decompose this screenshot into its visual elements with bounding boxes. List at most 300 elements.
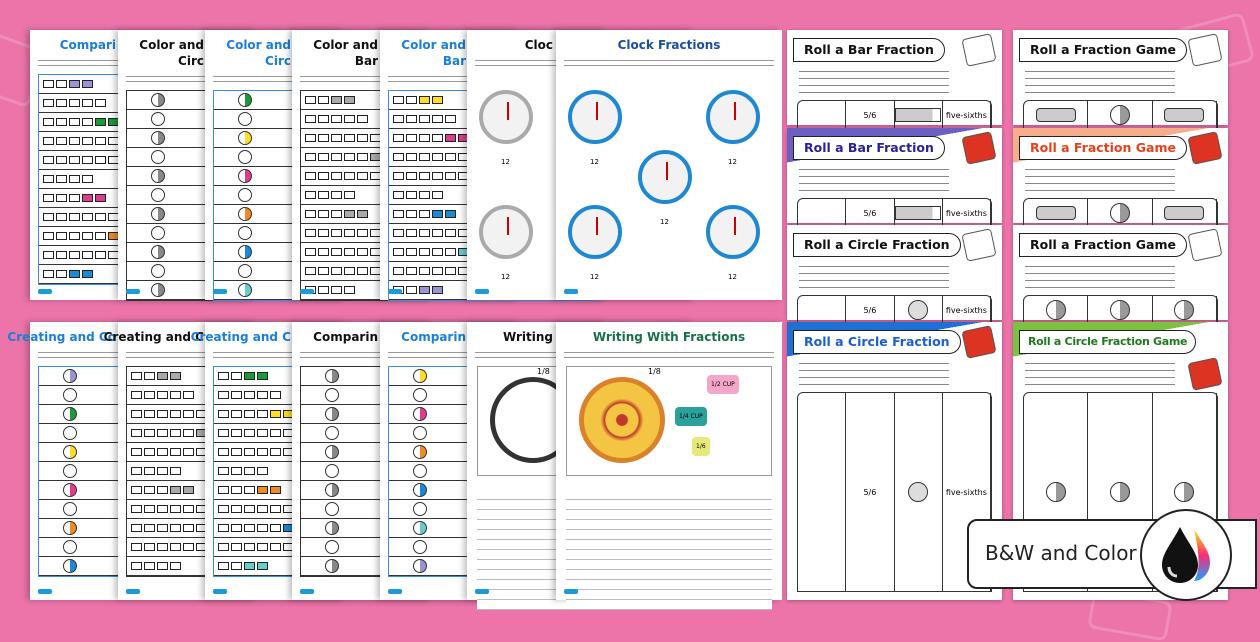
bar-segment [270, 448, 281, 456]
fraction-circle [63, 521, 77, 535]
worksheet-directions [564, 350, 774, 362]
bar-segment [56, 270, 67, 278]
fraction-circle [63, 388, 77, 402]
bar-segment [393, 115, 404, 123]
bar-segment [305, 210, 316, 218]
bar-segment [344, 248, 355, 256]
fraction-cell: 5/6 [846, 296, 894, 324]
fraction-circle [413, 540, 427, 554]
fraction-circle [151, 150, 165, 164]
publisher-logo [38, 589, 52, 594]
fraction-circle [63, 407, 77, 421]
publisher-logo [564, 589, 578, 594]
bar-segment [344, 229, 355, 237]
fraction-circle [325, 464, 339, 478]
worksheet-title-text: Color and [139, 38, 204, 52]
bar-segment [43, 270, 54, 278]
bar-segment [445, 267, 456, 275]
bar-segment [231, 410, 242, 418]
bar-segment [131, 372, 142, 380]
bar-segment [131, 486, 142, 494]
fraction-circle [325, 445, 339, 459]
fraction-circle [151, 264, 165, 278]
bar-segment [257, 467, 268, 475]
bar-segment [419, 172, 430, 180]
clock-face [479, 90, 533, 144]
worksheet-title [205, 38, 291, 52]
bar-segment [357, 229, 368, 237]
shaded-cell [895, 101, 943, 129]
game-cell [1024, 199, 1088, 227]
bar-segment [305, 153, 316, 161]
bar-segment [183, 391, 194, 399]
bar-segment [244, 486, 255, 494]
bar-segment [270, 429, 281, 437]
bar-segment [244, 524, 255, 532]
bar-segment [144, 391, 155, 399]
clock-caption: 12 [501, 273, 510, 281]
bar-segment [157, 505, 168, 513]
worksheet-title-text: Color and [401, 38, 466, 52]
bar-segment [69, 118, 80, 126]
bar-segment [218, 467, 229, 475]
fraction-circle [151, 207, 165, 221]
bar-segment [82, 270, 93, 278]
worksheet-subtitle: Circ [265, 54, 291, 68]
publisher-logo [475, 289, 489, 294]
worksheet-title-text: Creating and C [103, 330, 204, 344]
bar-segment [56, 118, 67, 126]
fraction-circle [413, 426, 427, 440]
bar-segment [82, 251, 93, 259]
bar-segment [170, 562, 181, 570]
worksheet-title-text: Comparin [401, 330, 466, 344]
fraction-circle [238, 150, 252, 164]
bar-segment [56, 175, 67, 183]
bar-segment [69, 232, 80, 240]
fraction-circle [413, 407, 427, 421]
fraction-circle [413, 464, 427, 478]
bar-segment [56, 194, 67, 202]
measuring-item: 1/4 CUP [675, 407, 707, 426]
bar-segment [331, 229, 342, 237]
bar-segment [305, 115, 316, 123]
circle-model [1046, 482, 1066, 502]
bar-segment [419, 191, 430, 199]
bar-segment [432, 248, 443, 256]
worksheet-subtitle: Circ [178, 54, 204, 68]
game-cell [1088, 199, 1152, 227]
bar-segment [257, 524, 268, 532]
game-cell [1153, 101, 1217, 129]
circle-model [1110, 300, 1130, 320]
bar-segment [432, 153, 443, 161]
bar-segment [157, 448, 168, 456]
fraction-circle [413, 445, 427, 459]
bar-segment [270, 486, 281, 494]
bar-segment [305, 267, 316, 275]
bar-segment [131, 543, 142, 551]
bar-segment [445, 229, 456, 237]
bar-segment [82, 99, 93, 107]
bar-segment [82, 137, 93, 145]
bar-segment [432, 229, 443, 237]
example-row [797, 100, 992, 130]
bar-segment [95, 99, 106, 107]
worksheet-title [190, 330, 291, 344]
dice-icon [961, 325, 996, 359]
clock-face [479, 205, 533, 259]
bar-segment [95, 194, 106, 202]
bar-segment [419, 229, 430, 237]
bar-segment [56, 80, 67, 88]
bar-segment [43, 80, 54, 88]
fraction-circle [238, 169, 252, 183]
publisher-logo [213, 289, 227, 294]
bar-segment [131, 448, 142, 456]
dice-cell [798, 393, 846, 591]
bar-segment [419, 267, 430, 275]
circle-model [1110, 105, 1130, 125]
publisher-logo [126, 589, 140, 594]
bar-segment [144, 410, 155, 418]
bar-segment [69, 156, 80, 164]
shaded-cell [895, 296, 943, 324]
bar-segment [318, 248, 329, 256]
bar-segment [305, 191, 316, 199]
bar-segment [218, 505, 229, 513]
publisher-logo [38, 289, 52, 294]
dice-icon [1187, 131, 1222, 165]
fraction-cell: 5/6 [846, 393, 894, 591]
fraction-circle [63, 559, 77, 573]
bar-segment [69, 194, 80, 202]
bar-segment [218, 391, 229, 399]
bar-segment [393, 96, 404, 104]
slice-label: 1/8 [648, 367, 661, 376]
bar-segment [183, 410, 194, 418]
bar-segment [170, 467, 181, 475]
clock-caption: 12 [728, 273, 737, 281]
fraction-circle [151, 169, 165, 183]
bar-segment [170, 448, 181, 456]
bar-segment [218, 524, 229, 532]
worksheet-page[interactable] [556, 322, 782, 600]
bar-segment [69, 175, 80, 183]
bar-segment [144, 429, 155, 437]
publisher-logo [475, 589, 489, 594]
bar-segment [318, 153, 329, 161]
worksheet-card[interactable] [787, 225, 1002, 320]
bar-segment [69, 137, 80, 145]
bar-segment [406, 115, 417, 123]
bar-segment [344, 172, 355, 180]
fraction-circle [151, 93, 165, 107]
bar-segment [445, 115, 456, 123]
bar-segment [318, 96, 329, 104]
bar-segment [270, 410, 281, 418]
bar-segment [95, 251, 106, 259]
publisher-logo [564, 289, 578, 294]
example-row [797, 392, 992, 592]
bar-segment [318, 267, 329, 275]
bar-segment [357, 210, 368, 218]
bar-segment [419, 210, 430, 218]
bar-segment [231, 505, 242, 513]
bar-segment [144, 467, 155, 475]
card-title: Roll a Fraction Game [1019, 38, 1187, 62]
example-row [1023, 198, 1218, 228]
bar-segment [231, 543, 242, 551]
bar-segment [56, 232, 67, 240]
bar-segment [406, 191, 417, 199]
worksheet-card[interactable] [1013, 128, 1228, 223]
bar-segment [393, 172, 404, 180]
dice-cell [798, 199, 846, 227]
bar-segment [344, 134, 355, 142]
circle-model [908, 300, 928, 320]
bar-segment [157, 486, 168, 494]
bar-segment [231, 372, 242, 380]
dice-icon [1187, 33, 1222, 67]
publisher-logo [300, 589, 314, 594]
worksheet-page[interactable] [556, 30, 782, 300]
bar-segment [69, 270, 80, 278]
bar-segment [56, 99, 67, 107]
bar-segment [318, 191, 329, 199]
bar-segment [257, 372, 268, 380]
words-cell: five-sixths [943, 393, 991, 591]
bar-segment [69, 80, 80, 88]
bar-segment [344, 191, 355, 199]
worksheet-title-text: Color and [226, 38, 291, 52]
bar-segment [419, 96, 430, 104]
bar-segment [406, 153, 417, 161]
bar-segment [218, 410, 229, 418]
bar-segment [331, 115, 342, 123]
bar-segment [270, 543, 281, 551]
bar-segment [244, 467, 255, 475]
bar-segment [419, 153, 430, 161]
bar-segment [43, 194, 54, 202]
fraction-circle [413, 369, 427, 383]
bar-segment [344, 96, 355, 104]
fraction-circle [238, 207, 252, 221]
bar-segment [157, 562, 168, 570]
card-title: Roll a Fraction Game [1019, 136, 1187, 160]
fraction-circle [325, 502, 339, 516]
card-title: Roll a Circle Fraction [793, 330, 961, 354]
bar-segment [231, 486, 242, 494]
bar-segment [406, 134, 417, 142]
bar-segment [344, 267, 355, 275]
clock-face [706, 205, 760, 259]
fraction-circle [238, 283, 252, 297]
bar-segment [231, 467, 242, 475]
bar-segment [170, 391, 181, 399]
bar-segment [183, 524, 194, 532]
bar-segment [357, 267, 368, 275]
clock-face [638, 150, 692, 204]
worksheet-title [467, 38, 553, 52]
bar-segment [43, 232, 54, 240]
worksheet-title-text: Color and [313, 38, 378, 52]
bar-segment [183, 486, 194, 494]
bar-segment [244, 372, 255, 380]
bar-segment [144, 448, 155, 456]
bar-segment [82, 175, 93, 183]
bar-segment [331, 96, 342, 104]
bar-segment [419, 248, 430, 256]
bar-segment [257, 410, 268, 418]
words-cell: five-sixths [943, 296, 991, 324]
fraction-circle [151, 188, 165, 202]
publisher-logo [213, 589, 227, 594]
bar-segment [218, 543, 229, 551]
bar-segment [157, 543, 168, 551]
worksheet-card[interactable] [1013, 225, 1228, 320]
bar-segment [331, 267, 342, 275]
bar-segment [69, 251, 80, 259]
worksheet-title-text: Cloc [524, 38, 553, 52]
bar-segment [157, 391, 168, 399]
bar-segment [170, 505, 181, 513]
bar-model [1036, 206, 1076, 220]
bar-segment [318, 172, 329, 180]
bar-segment [419, 134, 430, 142]
bar-segment [170, 372, 181, 380]
bar-segment [183, 505, 194, 513]
game-cell [1024, 296, 1088, 324]
bar-segment [331, 191, 342, 199]
bar-model [1164, 108, 1204, 122]
fraction-circle [413, 521, 427, 535]
game-cell [1088, 101, 1152, 129]
bar-segment [305, 229, 316, 237]
bar-segment [331, 286, 342, 294]
circle-model [1174, 300, 1194, 320]
worksheet-title [556, 38, 782, 52]
fraction-circle [413, 388, 427, 402]
bar-segment [43, 137, 54, 145]
bar-segment [43, 175, 54, 183]
bar-segment [56, 137, 67, 145]
worksheet-title [556, 330, 782, 344]
bar-segment [170, 410, 181, 418]
bar-segment [393, 153, 404, 161]
bar-segment [406, 172, 417, 180]
fraction-circle [238, 245, 252, 259]
dice-icon [961, 33, 996, 67]
worksheet-card[interactable] [787, 128, 1002, 223]
fraction-circle [151, 283, 165, 297]
measuring-item: 1/6 [692, 437, 710, 456]
worksheet-title-text: Compari [59, 38, 116, 52]
fraction-circle [151, 112, 165, 126]
bar-segment [244, 448, 255, 456]
card-title: Roll a Bar Fraction [793, 38, 945, 62]
example-row [1023, 295, 1218, 325]
circle-model [1110, 482, 1130, 502]
bar-segment [231, 524, 242, 532]
bar-segment [244, 391, 255, 399]
bar-segment [432, 210, 443, 218]
worksheet-title [118, 38, 204, 52]
bar-segment [95, 118, 106, 126]
bar-segment [445, 134, 456, 142]
circle-model [1046, 300, 1066, 320]
bar-segment [131, 562, 142, 570]
bar-segment [244, 505, 255, 513]
shaded-cell [895, 199, 943, 227]
bar-segment [244, 410, 255, 418]
bar-segment [170, 543, 181, 551]
bar-segment [406, 248, 417, 256]
publisher-logo [300, 289, 314, 294]
bar-segment [393, 191, 404, 199]
fraction-circle [63, 502, 77, 516]
words-cell: five-sixths [943, 101, 991, 129]
bar-segment [257, 448, 268, 456]
example-row [797, 198, 992, 228]
measuring-item: 1/2 CUP [707, 375, 739, 394]
circle-model [908, 482, 928, 502]
bar-segment [231, 448, 242, 456]
bar-segment [344, 153, 355, 161]
bar-segment [357, 172, 368, 180]
publisher-logo [126, 289, 140, 294]
card-directions [799, 68, 949, 94]
fraction-circle [413, 559, 427, 573]
bar-segment [231, 391, 242, 399]
bar-segment [318, 115, 329, 123]
writing-lines [566, 490, 772, 610]
bar-segment [331, 210, 342, 218]
fraction-circle [325, 540, 339, 554]
bar-segment [406, 229, 417, 237]
bar-segment [231, 429, 242, 437]
fraction-circle [238, 226, 252, 240]
bar-segment [318, 286, 329, 294]
bar-segment [95, 213, 106, 221]
bar-segment [131, 429, 142, 437]
worksheet-card[interactable] [787, 30, 1002, 125]
bar-segment [131, 524, 142, 532]
bar-segment [270, 505, 281, 513]
bar-segment [445, 248, 456, 256]
worksheet-subtitle: Bar [354, 54, 378, 68]
fraction-circle [325, 388, 339, 402]
bar-segment [56, 213, 67, 221]
bar-segment [157, 467, 168, 475]
bar-segment [344, 115, 355, 123]
fraction-circle [238, 112, 252, 126]
worksheet-card[interactable] [1013, 30, 1228, 125]
bar-segment [419, 286, 430, 294]
fraction-circle [151, 245, 165, 259]
bar-segment [82, 156, 93, 164]
bar-segment [432, 115, 443, 123]
card-title: Roll a Circle Fraction [793, 233, 961, 257]
fraction-circle [325, 407, 339, 421]
fraction-circle [151, 226, 165, 240]
bar-segment [170, 486, 181, 494]
bar-segment [218, 429, 229, 437]
bar-segment [82, 232, 93, 240]
fraction-circle [63, 445, 77, 459]
bar-segment [432, 172, 443, 180]
bar-segment [69, 99, 80, 107]
